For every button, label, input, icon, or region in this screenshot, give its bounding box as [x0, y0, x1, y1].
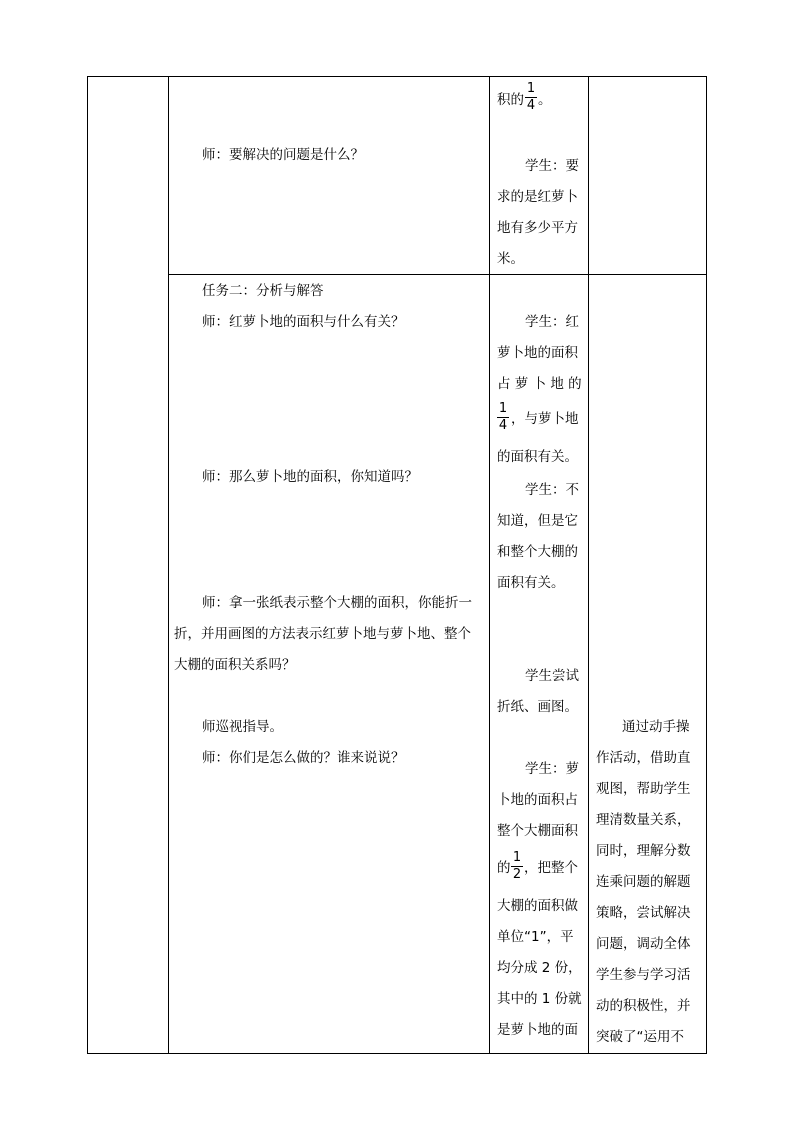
design-intent-line: 学生参与学习活 [596, 967, 691, 983]
column-divider-3 [588, 76, 589, 1054]
student-answer-line: 是萝卜地的面 [497, 1022, 578, 1038]
student-answer-line: 均分成 2 份， [497, 960, 582, 976]
student-answer-line: 知道，但是它 [497, 513, 578, 529]
task-title: 任务二：分析与解答 [202, 283, 324, 299]
student-answer-line: 大棚的面积做 [497, 898, 578, 914]
column-divider-1 [168, 76, 169, 1054]
design-intent-line: 同时，理解分数 [596, 843, 691, 859]
student-text: 积的 [497, 92, 524, 108]
design-intent-line: 连乘问题的解题 [596, 874, 691, 890]
teacher-question: 师：拿一张纸表示整个大棚的面积，你能折一 [202, 595, 472, 611]
student-answer-line: 学生：红 [525, 314, 579, 330]
teacher-note: 师巡视指导。 [202, 719, 283, 735]
student-answer-line: 米。 [497, 251, 524, 267]
fraction-one-quarter: 1 4 [526, 81, 536, 113]
table-border-left [87, 76, 88, 1054]
student-answer-line: 卜地的面积占 [497, 792, 578, 808]
design-intent-line: 问题，调动全体 [596, 936, 691, 952]
fraction-one-quarter: 1 4 [498, 401, 508, 433]
student-answer-line: 占 萝 卜 地 的 [497, 376, 582, 392]
table-border-bottom [87, 1053, 707, 1054]
student-text: 。 [538, 92, 552, 108]
student-answer-line: 面积有关。 [497, 575, 565, 591]
student-answer-line: 其中的 1 份就 [497, 991, 582, 1007]
student-answer-line: 地有多少平方 [497, 220, 578, 236]
student-answer-line: 学生：不 [525, 482, 579, 498]
design-intent-line: 策略，尝试解决 [596, 905, 691, 921]
student-answer-line: 整个大棚面积 [497, 823, 578, 839]
student-answer-line: 的 [497, 860, 511, 876]
design-intent-line: 作活动，借助直 [596, 750, 691, 766]
student-answer-line: 求的是红萝卜 [497, 189, 578, 205]
column-divider-2 [489, 76, 490, 1054]
student-answer-line: ，与萝卜地 [511, 411, 579, 427]
student-answer-line: 的面积有关。 [497, 449, 578, 465]
teacher-question: 师：你们是怎么做的？谁来说说？ [202, 750, 405, 766]
lesson-table [87, 76, 707, 1054]
teacher-question: 折，并用画图的方法表示红萝卜地与萝卜地、整个 [174, 626, 471, 642]
design-intent-line: 理清数量关系， [596, 812, 691, 828]
student-answer-line: 学生尝试 [525, 668, 579, 684]
student-answer-line: ，把整个 [524, 860, 578, 876]
student-answer-line: 单位“1”，平 [497, 929, 574, 945]
teacher-question: 师：要解决的问题是什么？ [202, 147, 364, 163]
design-intent-line: 突破了“运用不 [596, 1029, 684, 1045]
table-border-top [87, 76, 707, 77]
fraction-one-half: 1 2 [512, 850, 522, 882]
design-intent-line: 通过动手操 [622, 719, 690, 735]
student-answer-line: 折纸、画图。 [497, 699, 578, 715]
student-answer-line: 和整个大棚的 [497, 544, 578, 560]
student-answer-line: 学生：萝 [525, 761, 579, 777]
teacher-question: 师：那么萝卜地的面积，你知道吗？ [202, 469, 418, 485]
teacher-question: 大棚的面积关系吗？ [174, 657, 296, 673]
student-answer-line: 学生：要 [525, 158, 579, 174]
design-intent-line: 动的积极性，并 [596, 998, 691, 1014]
teacher-question: 师：红萝卜地的面积与什么有关？ [202, 314, 405, 330]
design-intent-line: 观图，帮助学生 [596, 781, 691, 797]
row-divider [168, 274, 707, 275]
table-border-right [706, 76, 707, 1054]
student-answer-line: 萝卜地的面积 [497, 345, 578, 361]
